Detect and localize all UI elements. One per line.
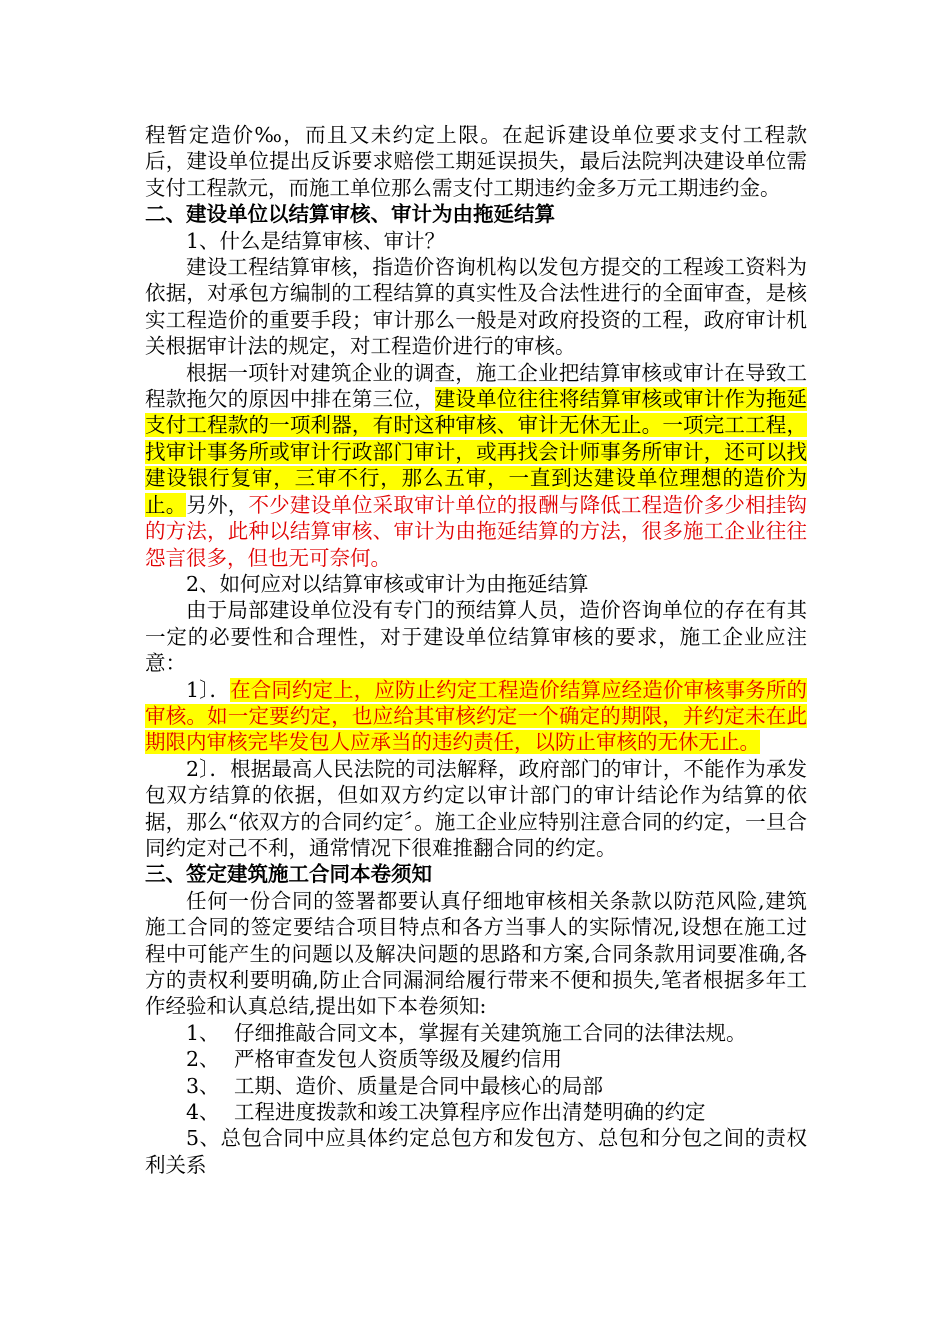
list-item-text: 严格审查发包人资质等级及履约信用 — [234, 1047, 562, 1072]
numbered-1-num: 1〕． — [186, 677, 231, 702]
paragraph-note: 由于局部建设单位没有专门的预结算人员，造价咨询单位的存在有其一定的必要性和合理性，对于建设单位结算审核的要求，施工企业应注意： — [145, 598, 807, 676]
paragraph-numbered-2: 2〕．根据最高人民法院的司法解释，政府部门的审计，不能作为承发包双方结算的依据，但如双方约定以审计部门的审计结论作为结算的依据，那么“依双方的合同约定〞。施工企业应特别注意合同的约定，一旦合同约定对己不利，通常情况下很难推翻合同的约定。 — [145, 756, 807, 860]
paragraph-definition: 建设工程结算审核，指造价咨询机构以发包方提交的工程竣工资料为依据，对承包方编制的工程结算的真实性及合法性进行的全面审查，是核实工程造价的重要手段；审计那么一般是对政府投资的工程，政府审计机关根据审计法的规定，对工程造价进行的审核。 — [145, 255, 807, 359]
list-item — [145, 1046, 807, 1072]
list-item — [145, 1099, 807, 1125]
paragraph-survey — [145, 360, 807, 571]
survey-highlight: 建设单位往往将结算审核或审计作为拖延支付工程款的一项利器，有时这种审核、审计无休无止。一项完工工程，找审计事务所或审计行政部门审计，或再找会计师事务所审计，还可以找建设银行复审，三审不行，那么五审，一直到达建设单位理想的造价为止。 — [145, 387, 808, 517]
list-item-text: 工期、造价、质量是合同中最核心的局部 — [234, 1073, 603, 1098]
survey-text-b: 另外， — [186, 492, 249, 517]
question-2: 2、如何应对以结算审核或审计为由拖延结算 — [186, 571, 589, 596]
list-item-num: 5、 — [186, 1126, 221, 1151]
paragraph-continued: 程暂定造价‰，而且又未约定上限。在起诉建设单位要求支付工程款后，建设单位提出反诉要求赔偿工期延误损失，最后法院判决建设单位需支付工程款元，而施工单位那么需支付工期违约金多万元工期违约金。 — [145, 123, 807, 200]
list-item-num: 3、 — [186, 1073, 220, 1098]
document-page — [145, 122, 807, 1178]
survey-red: 不少建设单位采取审计单位的报酬与降低工程造价多少相挂钩的方法，此种以结算审核、审计为由拖延结算的方法，很多施工企业往往怨言很多，但也无可奈何。 — [145, 492, 808, 570]
section-heading-2: 二、建设单位以结算审核、审计为由拖延结算 — [145, 202, 555, 227]
list-item-text: 仔细推敲合同文本，掌握有关建筑施工合同的法律法规。 — [234, 1020, 747, 1045]
list-item-text: 工程进度拨款和竣工决算程序应作出清楚明确的约定 — [234, 1100, 706, 1125]
question-1: 1、什么是结算审核、审计？ — [186, 228, 446, 253]
list-item-num: 1、 — [186, 1020, 220, 1045]
list-item-text: 总包合同中应具体约定总包方和发包方、总包和分包之间的责权利关系 — [145, 1126, 808, 1177]
section-heading-3: 三、签定建筑施工合同本卷须知 — [145, 862, 432, 887]
list-item-num: 2、 — [186, 1047, 220, 1072]
list-item-5 — [145, 1125, 807, 1178]
numbered-1-text: 在合同约定上，应防止约定工程造价结算应经造价审核事务所的审核。如一定要约定，也应给其审核约定一个确定的期限，并约定未在此期限内审核完毕发包人应承当的违约责任，以防止审核的无休无止。 — [145, 677, 808, 755]
list-item — [145, 1073, 807, 1099]
paragraph-numbered-1 — [145, 677, 807, 756]
paragraph-intro: 任何一份合同的签署都要认真仔细地审核相关条款以防范风险,建筑施工合同的签定要结合项目特点和各方当事人的实际情况,设想在施工过程中可能产生的问题以及解决问题的思路和方案,合同条款用词要准确,各方的责权利要明确,防止合同漏洞给履行带来不便和损失,笔者根据多年工作经验和认真总结,提出如下本卷须知: — [145, 888, 807, 1019]
list-item — [145, 1020, 807, 1046]
survey-text-a: 根据一项针对建筑企业的调查，施工企业把结算审核或审计在导致工程款拖欠的原因中排在第三位， — [145, 360, 807, 412]
list-item-num: 4、 — [186, 1100, 220, 1125]
